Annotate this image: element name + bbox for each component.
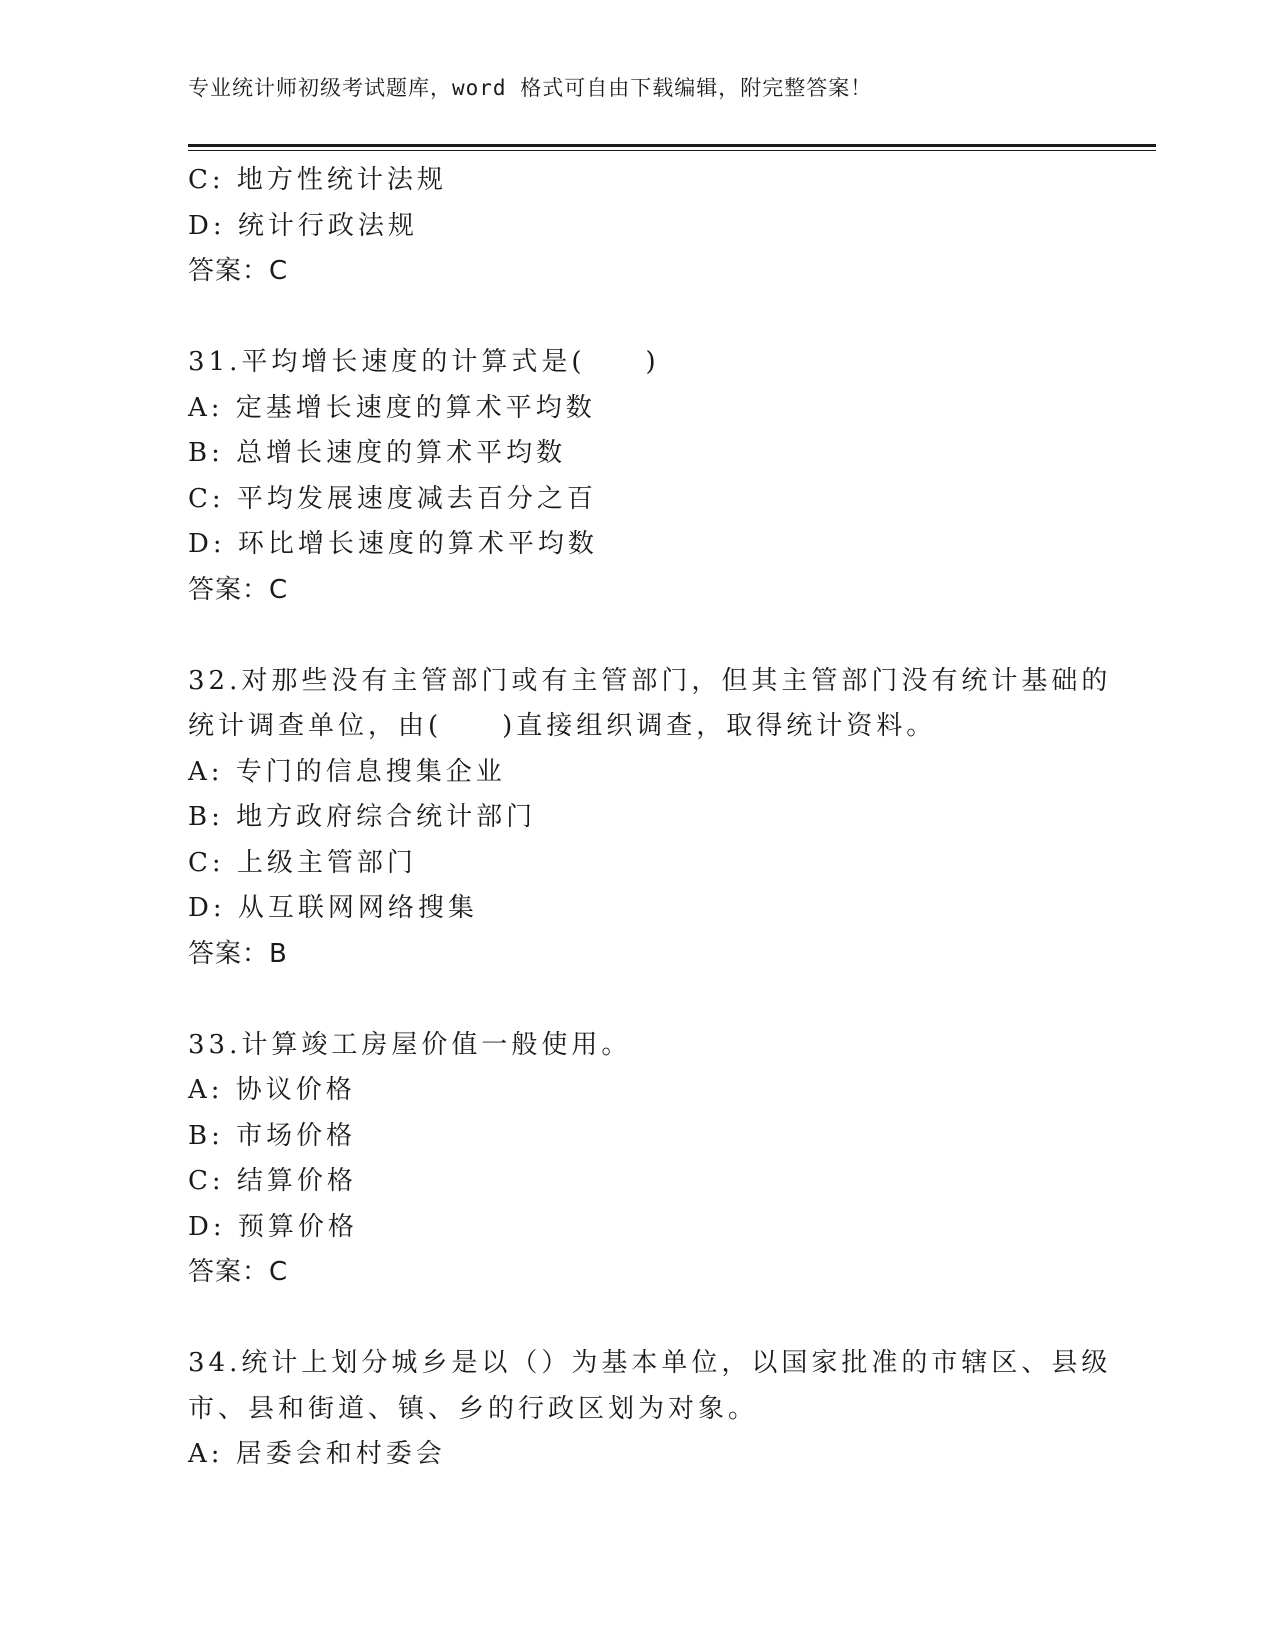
question-stem: 33.计算竣工房屋价值一般使用。: [188, 1029, 632, 1060]
option-d: D: 统计行政法规: [188, 210, 418, 241]
option-d: D: 从互联网网络搜集: [188, 893, 478, 923]
option-c: C: 地方性统计法规: [188, 165, 447, 195]
option-a: A: 专门的信息搜集企业: [188, 756, 506, 787]
option-d: D: 环比增长速度的算术平均数: [188, 529, 598, 559]
option-b: B: 市场价格: [188, 1120, 357, 1151]
option-a: A: 居委会和村委会: [188, 1439, 446, 1469]
option-c: C: 上级主管部门: [188, 847, 417, 878]
option-a: A: 定基增长速度的算术平均数: [188, 392, 596, 423]
question-content: [188, 158, 1112, 1478]
spacer: [188, 295, 1088, 341]
option-c: C: 结算价格: [188, 1166, 357, 1196]
option-c: C: 平均发展速度减去百分之百: [188, 483, 597, 514]
spacer: [188, 1296, 1088, 1342]
header-rule-thin: [188, 150, 1156, 151]
question-stem-continued: 统计调查单位，由( )直接组织调查，取得统计资料。: [188, 711, 937, 741]
page-header: 专业统计师初级考试题库，word 格式可自由下载编辑，附完整答案！: [188, 76, 873, 100]
option-d: D: 预算价格: [188, 1211, 358, 1242]
spacer: [188, 613, 1088, 659]
option-b: B: 地方政府综合统计部门: [188, 802, 537, 832]
option-a: A: 协议价格: [188, 1075, 356, 1105]
question-stem-continued: 市、县和街道、镇、乡的行政区划为对象。: [188, 1393, 759, 1424]
answer: 答案：C: [188, 1257, 289, 1287]
question-stem: 32.对那些没有主管部门或有主管部门，但其主管部门没有统计基础的: [188, 665, 1112, 696]
header-rule-thick: [188, 144, 1156, 147]
answer: 答案：C: [188, 574, 289, 605]
answer: 答案：C: [188, 256, 289, 286]
option-b: B: 总增长速度的算术平均数: [188, 438, 567, 468]
spacer: [188, 977, 1088, 1023]
answer: 答案：B: [188, 938, 288, 969]
question-stem: 34.统计上划分城乡是以（）为基本单位，以国家批准的市辖区、县级: [188, 1348, 1112, 1378]
question-stem: 31.平均增长速度的计算式是( ): [188, 347, 660, 377]
